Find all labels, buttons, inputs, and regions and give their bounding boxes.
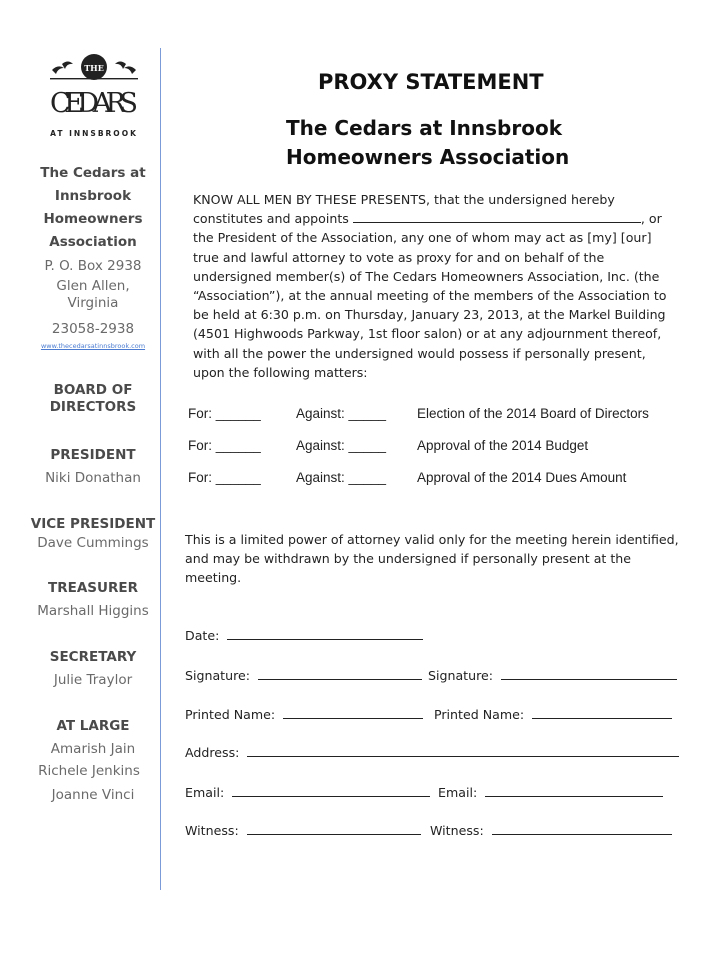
org-name-line3: Homeowners	[43, 211, 143, 227]
vote-for-blank-3[interactable]: For: ______	[188, 470, 261, 485]
email-blank-2[interactable]	[485, 784, 663, 797]
address-pobox: P. O. Box 2938	[44, 258, 142, 274]
vote-matter-3: Approval of the 2014 Dues Amount	[417, 470, 627, 485]
proxy-paragraph-part2: , or the President of the Association, any one of whom may act as [my] [our] true and lawful attorney to vote as proxy for and on behalf of the undersigned member(s) of The Cedars Homeowners Association, Inc. (the “Association”), at the annual meeting of the members of the Association to be held at 6:30 p.m. on Thursday, January 23, 2013, at the Markel Building (4501 Highwoods Parkway, 1st floor salon) or at any adjournment thereof, with all the power the undersigned would possess if personally present, upon the following matters:	[193, 211, 667, 380]
witness-label-2: Witness:	[430, 823, 484, 838]
date-field	[185, 627, 423, 643]
address-zip: 23058-2938	[51, 321, 135, 337]
logo-sub-text: AT INNSBROOK	[50, 129, 138, 138]
org-title	[286, 114, 586, 172]
address-label: Address:	[185, 745, 240, 760]
printed-name-label-2: Printed Name:	[434, 707, 525, 722]
vote-against-blank-1[interactable]: Against: _____	[296, 406, 387, 421]
signature-field-1	[185, 667, 422, 683]
treasurer-label: TREASURER	[48, 580, 138, 596]
vote-for-blank-1[interactable]: For: ______	[188, 406, 261, 421]
date-blank[interactable]	[227, 627, 423, 640]
vote-matter-2: Approval of the 2014 Budget	[417, 438, 589, 453]
printed-name-blank-1[interactable]	[283, 706, 423, 719]
president-label: PRESIDENT	[50, 447, 136, 463]
witness-label-1: Witness:	[185, 823, 239, 838]
email-label-2: Email:	[438, 785, 478, 800]
atlarge-name-2: Richele Jenkins	[38, 763, 140, 779]
witness-field-1	[185, 822, 421, 838]
atlarge-name-1: Amarish Jain	[50, 741, 136, 757]
proxy-paragraph	[193, 190, 678, 382]
witness-blank-1[interactable]	[247, 822, 421, 835]
email-blank-1[interactable]	[232, 784, 430, 797]
board-heading-line1: BOARD OF	[53, 382, 133, 398]
address-city: Glen Allen,	[56, 278, 130, 294]
secretary-label: SECRETARY	[49, 649, 137, 665]
printed-name-blank-2[interactable]	[532, 706, 672, 719]
signature-label-1: Signature:	[185, 668, 250, 683]
signature-blank-1[interactable]	[258, 667, 422, 680]
witness-blank-2[interactable]	[492, 822, 672, 835]
org-title-line1: The Cedars at Innsbrook	[286, 116, 562, 140]
sidebar-divider	[160, 48, 161, 890]
page-title: PROXY STATEMENT	[318, 70, 544, 94]
appointee-blank[interactable]	[353, 210, 641, 223]
email-field-2	[438, 784, 663, 800]
logo-the-text: THE	[84, 63, 104, 73]
signature-blank-2[interactable]	[501, 667, 677, 680]
vp-label: VICE PRESIDENT	[30, 516, 156, 532]
proxy-paragraph-part1: KNOW ALL MEN BY THESE PRESENTS, that the undersigned hereby constitutes and appoints	[193, 192, 615, 227]
org-title-line2: Homeowners Association	[286, 145, 570, 169]
vote-against-blank-2[interactable]: Against: _____	[296, 438, 387, 453]
address-state: Virginia	[67, 295, 119, 311]
email-field-1	[185, 784, 430, 800]
cedars-logo	[48, 50, 140, 140]
printed-name-label-1: Printed Name:	[185, 707, 276, 722]
address-field	[185, 744, 679, 760]
vote-matter-1: Election of the 2014 Board of Directors	[417, 406, 649, 421]
org-name-line1: The Cedars at	[40, 165, 146, 181]
vp-name: Dave Cummings	[37, 535, 149, 551]
printed-name-field-1	[185, 706, 423, 722]
limited-power-notice: This is a limited power of attorney valid only for the meeting herein identified, and may be withdrawn by the undersigned if personally present at the meeting.	[185, 532, 679, 585]
atlarge-label: AT LARGE	[56, 718, 130, 734]
address-blank[interactable]	[247, 744, 679, 757]
printed-name-field-2	[434, 706, 672, 722]
date-label: Date:	[185, 628, 220, 643]
treasurer-name: Marshall Higgins	[37, 603, 149, 619]
website-link[interactable]: www.thecedarsatinnsbrook.com	[40, 342, 146, 350]
signature-label-2: Signature:	[428, 668, 493, 683]
atlarge-name-3: Joanne Vinci	[51, 787, 135, 803]
board-heading-line2: DIRECTORS	[49, 399, 137, 415]
signature-field-2	[428, 667, 677, 683]
vote-for-blank-2[interactable]: For: ______	[188, 438, 261, 453]
president-name: Niki Donathan	[45, 470, 141, 486]
org-name-line4: Association	[49, 234, 137, 250]
org-name-line2: Innsbrook	[54, 188, 132, 204]
witness-field-2	[430, 822, 672, 838]
logo-name-text: CEDARS	[50, 88, 138, 119]
secretary-name: Julie Traylor	[53, 672, 133, 688]
vote-against-blank-3[interactable]: Against: _____	[296, 470, 387, 485]
email-label-1: Email:	[185, 785, 225, 800]
